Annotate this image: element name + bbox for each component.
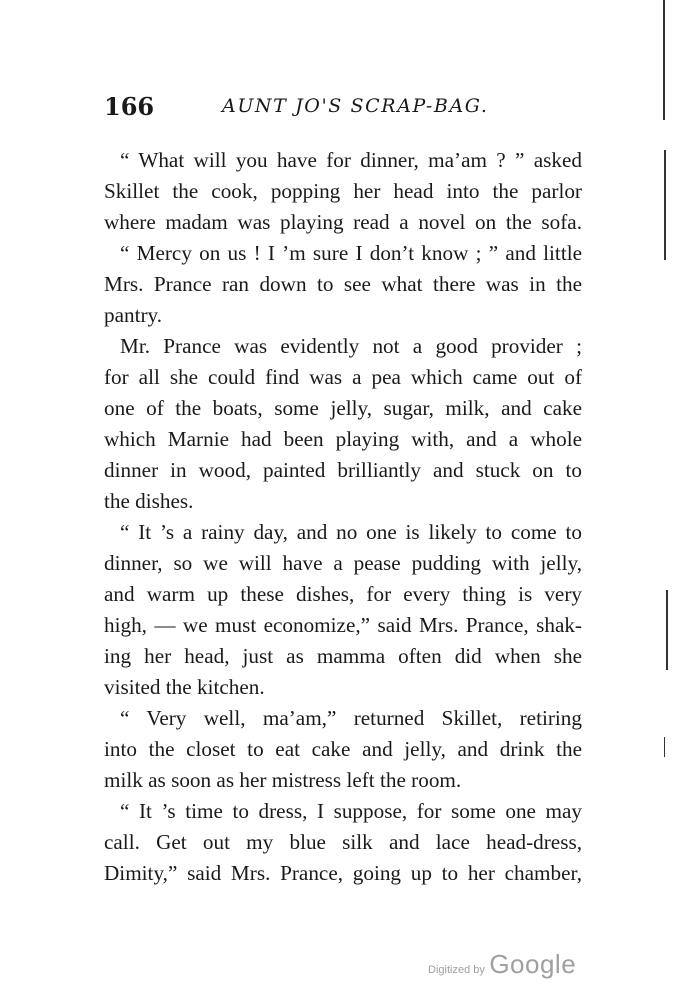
text-line: milk as soon as her mistress left the room.	[104, 768, 462, 792]
text-line: “ What will you have for dinner, ma’am ? ” asked	[120, 148, 582, 172]
text-line: “ It ’s time to dress, I suppose, for some one may	[120, 799, 582, 823]
google-logo: Google	[489, 949, 577, 979]
text-line: the dishes.	[104, 489, 194, 513]
running-title: AUNT JO'S SCRAP-BAG.	[222, 95, 489, 117]
text-line: Mrs. Prance ran down to see what there was in the	[104, 272, 582, 296]
text-line: pantry.	[104, 303, 163, 327]
text-line: ing her head, just as mamma often did when she	[104, 644, 582, 668]
watermark-prefix: Digitized by	[428, 964, 485, 976]
text-line: dinner in wood, painted brilliantly and stuck on to	[104, 458, 582, 482]
text-line: Skillet the cook, popping her head into the parlor	[104, 179, 582, 203]
page-edge-line	[666, 590, 668, 670]
text-line: high, — we must economize,” said Mrs. Prance, shak-	[104, 613, 582, 637]
text-line: dinner, so we will have a pease pudding with jelly,	[104, 551, 582, 575]
text-line: “ Mercy on us ! I ’m sure I don’t know ; ” and little	[120, 241, 582, 265]
text-line: which Marnie had been playing with, and a whole	[104, 427, 582, 451]
page-edge-line	[664, 737, 665, 757]
text-line: into the closet to eat cake and jelly, and drink the	[104, 737, 582, 761]
text-line: visited the kitchen.	[104, 675, 265, 699]
body-text	[104, 145, 582, 889]
digitized-watermark	[428, 949, 576, 980]
text-line: and warm up these dishes, for every thing is very	[104, 582, 582, 606]
text-line: Dimity,” said Mrs. Prance, going up to her chamber,	[104, 861, 582, 885]
text-line: “ Very well, ma’am,” returned Skillet, retiring	[120, 706, 582, 730]
text-line: for all she could find was a pea which came out of	[104, 365, 582, 389]
text-line: Mr. Prance was evidently not a good provider ;	[120, 334, 582, 358]
page-edge-line	[664, 150, 666, 260]
text-line: “ It ’s a rainy day, and no one is likely to come to	[120, 520, 582, 544]
page-edge-line	[663, 0, 665, 120]
text-line: call. Get out my blue silk and lace head-dress,	[104, 830, 582, 854]
page-number: 166	[104, 92, 155, 121]
text-line: where madam was playing read a novel on the sofa.	[104, 210, 582, 234]
page-header	[104, 92, 584, 122]
text-line: one of the boats, some jelly, sugar, milk, and cake	[104, 396, 582, 420]
